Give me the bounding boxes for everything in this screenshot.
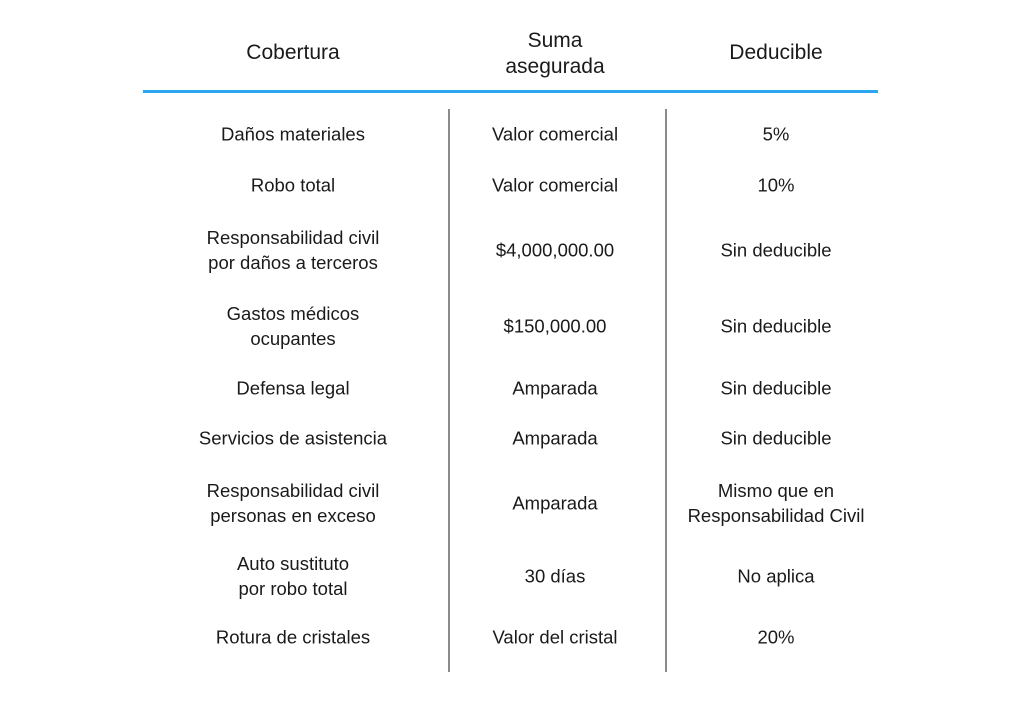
table-cell: Servicios de asistencia bbox=[198, 427, 388, 449]
table-cell: Valor comercial bbox=[491, 123, 619, 145]
table-cell: Rotura de cristales bbox=[215, 626, 371, 648]
column-divider-left bbox=[448, 109, 450, 672]
header-cobertura: Cobertura bbox=[246, 41, 340, 64]
header-suma-asegurada: Suma asegurada bbox=[505, 29, 605, 78]
table-cell: Amparada bbox=[512, 427, 598, 449]
table-cell: Sin deducible bbox=[720, 427, 832, 449]
table-cell: Amparada bbox=[512, 377, 598, 399]
table-cell: Auto sustituto por robo total bbox=[236, 553, 350, 599]
table-cell: No aplica bbox=[737, 565, 815, 587]
table-cell: Gastos médicos ocupantes bbox=[226, 303, 360, 349]
table-cell: Valor del cristal bbox=[492, 626, 618, 648]
table-cell: Amparada bbox=[512, 492, 598, 514]
table-cell: Mismo que en Responsabilidad Civil bbox=[687, 480, 865, 526]
table-cell: 5% bbox=[762, 123, 790, 145]
header-divider bbox=[143, 90, 878, 93]
table-cell: Sin deducible bbox=[720, 315, 832, 337]
table-cell: $150,000.00 bbox=[503, 315, 607, 337]
table-cell: Robo total bbox=[250, 174, 336, 196]
table-cell: 10% bbox=[757, 174, 795, 196]
table-cell: Responsabilidad civil por daños a terceros bbox=[206, 227, 380, 273]
header-deducible: Deducible bbox=[729, 41, 823, 64]
table-cell: Daños materiales bbox=[221, 123, 365, 145]
table-cell: Sin deducible bbox=[720, 239, 832, 261]
table-cell: $4,000,000.00 bbox=[495, 239, 615, 261]
table-cell: Responsabilidad civil personas en exceso bbox=[206, 480, 380, 526]
table-cell: 20% bbox=[757, 626, 795, 648]
table-cell: Valor comercial bbox=[491, 174, 619, 196]
table-cell: 30 días bbox=[524, 565, 586, 587]
table-cell: Defensa legal bbox=[236, 377, 350, 399]
table-cell: Sin deducible bbox=[720, 377, 832, 399]
